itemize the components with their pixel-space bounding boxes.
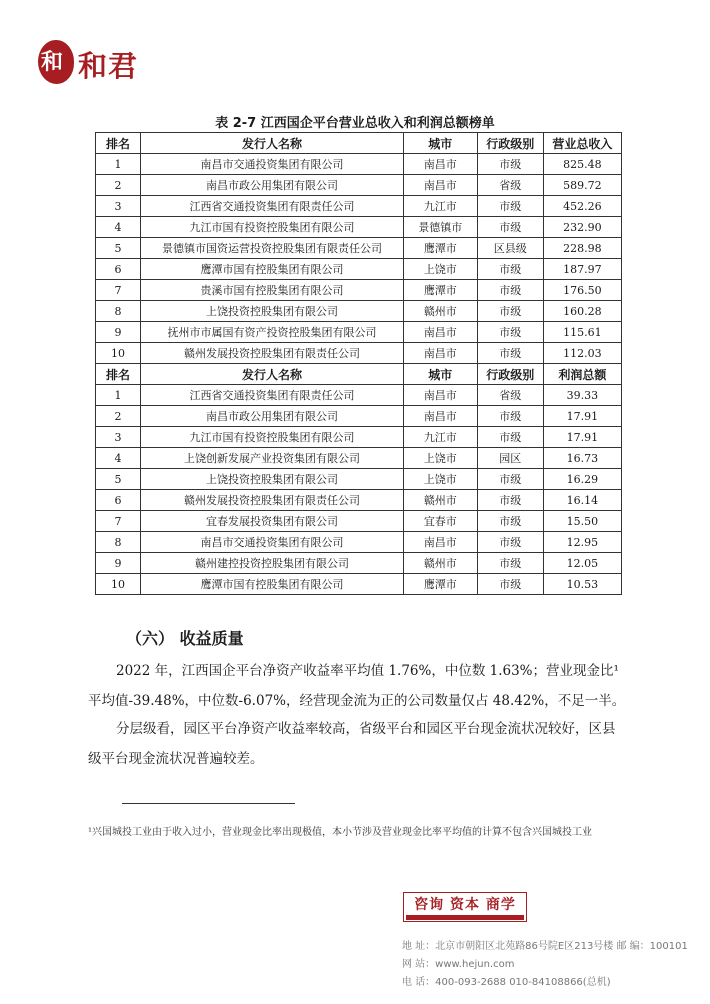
issuer-cell: 南昌市交通投资集团有限公司 <box>141 154 404 175</box>
table-row <box>96 217 622 238</box>
city-cell: 南昌市 <box>404 154 478 175</box>
rank-cell: 2 <box>96 175 141 196</box>
table-row <box>96 406 622 427</box>
issuer-cell: 景德镇市国资运营投资控股集团有限责任公司 <box>141 238 404 259</box>
value-cell: 160.28 <box>543 301 621 322</box>
level-cell: 市级 <box>477 196 543 217</box>
value-cell: 112.03 <box>543 343 621 364</box>
rank-cell: 10 <box>96 343 141 364</box>
footer-stamp-bar <box>406 915 524 920</box>
value-cell: 16.73 <box>543 448 621 469</box>
logo-wordmark: 和君 <box>78 49 139 83</box>
level-cell: 市级 <box>477 406 543 427</box>
rank-cell: 3 <box>96 427 141 448</box>
value-cell: 15.50 <box>543 511 621 532</box>
level-cell: 市级 <box>477 511 543 532</box>
table-row <box>96 448 622 469</box>
paragraph-2: 分层级看，园区平台净资产收益率较高，省级平台和园区平台现金流状况较好，区县级平台现金流状况普遍较差。 <box>88 721 616 767</box>
table-row <box>96 322 622 343</box>
footer-stamp-text: 咨询 资本 商学 <box>414 897 516 913</box>
table-row <box>96 553 622 574</box>
issuer-cell: 九江市国有投资控股集团有限公司 <box>141 217 404 238</box>
table-row <box>96 511 622 532</box>
level-cell: 市级 <box>477 280 543 301</box>
rank-cell: 1 <box>96 154 141 175</box>
section-heading: （六） 收益质量 <box>126 629 244 648</box>
rank-cell: 10 <box>96 574 141 595</box>
level-cell: 市级 <box>477 301 543 322</box>
rank-cell: 8 <box>96 532 141 553</box>
level-cell: 市级 <box>477 490 543 511</box>
value-cell: 16.14 <box>543 490 621 511</box>
header-cell: 营业总收入 <box>543 133 621 154</box>
city-cell: 赣州市 <box>404 490 478 511</box>
city-cell: 赣州市 <box>404 301 478 322</box>
value-cell: 16.29 <box>543 469 621 490</box>
city-cell: 南昌市 <box>404 175 478 196</box>
city-cell: 宜春市 <box>404 511 478 532</box>
value-cell: 12.05 <box>543 553 621 574</box>
rank-cell: 3 <box>96 196 141 217</box>
issuer-cell: 赣州发展投资控股集团有限责任公司 <box>141 490 404 511</box>
value-cell: 825.48 <box>543 154 621 175</box>
header-cell: 排名 <box>96 364 141 385</box>
issuer-cell: 抚州市市属国有资产投资控股集团有限公司 <box>141 322 404 343</box>
table-row <box>96 469 622 490</box>
rank-cell: 5 <box>96 238 141 259</box>
footer-stamp <box>403 892 527 922</box>
rank-cell: 7 <box>96 280 141 301</box>
header-cell: 城市 <box>404 364 478 385</box>
table-row <box>96 532 622 553</box>
header-cell: 行政级别 <box>477 364 543 385</box>
footer-address: 地 址：北京市朝阳区北苑路86号院E区213号楼 邮 编：100101 <box>402 941 688 952</box>
value-cell: 39.33 <box>543 385 621 406</box>
value-cell: 115.61 <box>543 322 621 343</box>
issuer-cell: 赣州发展投资控股集团有限责任公司 <box>141 343 404 364</box>
value-cell: 589.72 <box>543 175 621 196</box>
issuer-cell: 贵溪市国有控股集团有限公司 <box>141 280 404 301</box>
issuer-cell: 南昌市政公用集团有限公司 <box>141 175 404 196</box>
issuer-cell: 江西省交通投资集团有限责任公司 <box>141 196 404 217</box>
city-cell: 上饶市 <box>404 469 478 490</box>
rank-cell: 9 <box>96 322 141 343</box>
level-cell: 市级 <box>477 469 543 490</box>
header-cell: 发行人名称 <box>141 364 404 385</box>
issuer-cell: 九江市国有投资控股集团有限公司 <box>141 427 404 448</box>
value-cell: 176.50 <box>543 280 621 301</box>
city-cell: 景德镇市 <box>404 217 478 238</box>
level-cell: 省级 <box>477 385 543 406</box>
rank-cell: 4 <box>96 448 141 469</box>
city-cell: 上饶市 <box>404 448 478 469</box>
rank-cell: 5 <box>96 469 141 490</box>
value-cell: 10.53 <box>543 574 621 595</box>
city-cell: 上饶市 <box>404 259 478 280</box>
table-header-row <box>96 133 622 154</box>
table-header-row <box>96 364 622 385</box>
issuer-cell: 上饶创新发展产业投资集团有限公司 <box>141 448 404 469</box>
city-cell: 鹰潭市 <box>404 238 478 259</box>
rank-cell: 6 <box>96 490 141 511</box>
rank-cell: 7 <box>96 511 141 532</box>
logo-mark-char: 和 <box>41 49 64 75</box>
level-cell: 市级 <box>477 217 543 238</box>
issuer-cell: 南昌市交通投资集团有限公司 <box>141 532 404 553</box>
value-cell: 232.90 <box>543 217 621 238</box>
city-cell: 南昌市 <box>404 322 478 343</box>
rank-cell: 4 <box>96 217 141 238</box>
level-cell: 园区 <box>477 448 543 469</box>
table-row <box>96 343 622 364</box>
issuer-cell: 赣州建控投资控股集团有限公司 <box>141 553 404 574</box>
issuer-cell: 宜春发展投资集团有限公司 <box>141 511 404 532</box>
header-cell: 利润总额 <box>543 364 621 385</box>
city-cell: 鹰潭市 <box>404 574 478 595</box>
city-cell: 南昌市 <box>404 343 478 364</box>
city-cell: 九江市 <box>404 196 478 217</box>
table-row <box>96 490 622 511</box>
value-cell: 187.97 <box>543 259 621 280</box>
header-cell: 排名 <box>96 133 141 154</box>
rank-cell: 1 <box>96 385 141 406</box>
logo-mark-icon <box>38 40 74 84</box>
level-cell: 省级 <box>477 175 543 196</box>
header-cell: 城市 <box>404 133 478 154</box>
value-cell: 12.95 <box>543 532 621 553</box>
level-cell: 市级 <box>477 532 543 553</box>
city-cell: 鹰潭市 <box>404 280 478 301</box>
table-row <box>96 280 622 301</box>
ranking-table <box>95 132 622 595</box>
rank-cell: 2 <box>96 406 141 427</box>
footnote: ¹兴国城投工业由于收入过小，营业现金比率出现极值，本小节涉及营业现金比率平均值的计算不包含兴国城投工业 <box>88 827 593 838</box>
table-row <box>96 385 622 406</box>
value-cell: 17.91 <box>543 427 621 448</box>
table-row <box>96 154 622 175</box>
value-cell: 228.98 <box>543 238 621 259</box>
issuer-cell: 鹰潭市国有控股集团有限公司 <box>141 259 404 280</box>
issuer-cell: 江西省交通投资集团有限责任公司 <box>141 385 404 406</box>
table-row <box>96 301 622 322</box>
table-row <box>96 259 622 280</box>
table-row <box>96 574 622 595</box>
city-cell: 南昌市 <box>404 532 478 553</box>
paragraph-1: 2022 年，江西国企平台净资产收益率平均值 1.76%，中位数 1.63%；营业现金比¹平均值-39.48%，中位数-6.07%，经营现金流为正的公司数量仅占 48.42%，不足一半。 <box>88 663 626 709</box>
rank-cell: 8 <box>96 301 141 322</box>
level-cell: 区县级 <box>477 238 543 259</box>
value-cell: 452.26 <box>543 196 621 217</box>
level-cell: 市级 <box>477 553 543 574</box>
issuer-cell: 上饶投资控股集团有限公司 <box>141 301 404 322</box>
issuer-cell: 上饶投资控股集团有限公司 <box>141 469 404 490</box>
level-cell: 市级 <box>477 154 543 175</box>
issuer-cell: 南昌市政公用集团有限公司 <box>141 406 404 427</box>
table-title: 表 2-7 江西国企平台营业总收入和利润总额榜单 <box>215 116 495 131</box>
level-cell: 市级 <box>477 259 543 280</box>
rank-cell: 9 <box>96 553 141 574</box>
city-cell: 南昌市 <box>404 385 478 406</box>
city-cell: 南昌市 <box>404 406 478 427</box>
level-cell: 市级 <box>477 574 543 595</box>
header-cell: 行政级别 <box>477 133 543 154</box>
footnote-divider <box>122 803 295 804</box>
rank-cell: 6 <box>96 259 141 280</box>
issuer-cell: 鹰潭市国有控股集团有限公司 <box>141 574 404 595</box>
city-cell: 九江市 <box>404 427 478 448</box>
footer-phone: 电 话：400-093-2688 010-84108866(总机) <box>402 977 611 988</box>
table-row <box>96 175 622 196</box>
level-cell: 市级 <box>477 343 543 364</box>
city-cell: 赣州市 <box>404 553 478 574</box>
table-row <box>96 427 622 448</box>
header-cell: 发行人名称 <box>141 133 404 154</box>
value-cell: 17.91 <box>543 406 621 427</box>
table-row <box>96 196 622 217</box>
table-row <box>96 238 622 259</box>
footer-website[interactable]: 网 站：www.hejun.com <box>402 959 515 970</box>
level-cell: 市级 <box>477 322 543 343</box>
level-cell: 市级 <box>477 427 543 448</box>
hejun-logo <box>38 40 148 86</box>
